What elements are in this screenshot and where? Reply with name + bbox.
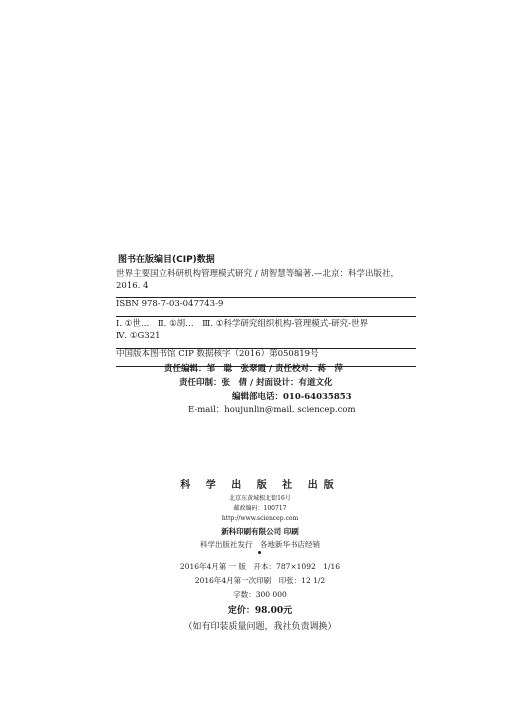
credits-email: E-mail：houjunlin@mail. sciencep.com [188, 405, 356, 415]
cip-entry: 世界主要国立科研机构管理模式研究 / 胡智慧等编著.—北京：科学出版社，2016. 4 [116, 269, 399, 291]
publisher-name: 科 学 出 版 社 出版 [180, 480, 340, 491]
cip-block [116, 268, 416, 360]
cip-divider-1 [116, 297, 416, 298]
price: 定价：98.00元 [227, 606, 293, 616]
printer: 新科印刷有限公司 印刷 [221, 527, 299, 536]
cip-classification-2: Ⅳ. ①G321 [116, 331, 161, 341]
publisher-address: 北京东黄城根北街16号 [229, 495, 291, 502]
credits-editors: 责任编辑：邹 聪 张翠霞 / 责任校对：蒋 萍 [164, 364, 344, 374]
credits-phone: 编辑部电话：010-64035853 [232, 392, 352, 402]
print-line: 2016年4月第一次印刷 印张：12 1/2 [194, 576, 326, 585]
cip-classification-1: Ⅰ. ①世… Ⅱ. ①胡… Ⅲ. ①科学研究组织机构-管理模式-研究-世界 [116, 319, 369, 329]
publisher-postcode: 邮政编码：100717 [233, 505, 287, 512]
distributor: 科学出版社发行 各地新华书店经销 [200, 540, 320, 549]
credits-print-design: 责任印制：张 倩 / 封面设计：有道文化 [179, 378, 333, 388]
edition-line: 2016年4月第 一 版 开本：787×1092 1/16 [179, 562, 341, 571]
publisher-website: http://www.sciencep.com [221, 515, 299, 522]
cip-number: 中国版本图书馆 CIP 数据核字（2016）第050819号 [116, 349, 319, 359]
cip-divider-2 [116, 316, 416, 317]
separator-dot [258, 551, 261, 554]
word-count: 字数：300 000 [233, 590, 287, 599]
quality-notice: （如有印装质量问题，我社负责调换） [183, 622, 337, 632]
cip-isbn: ISBN 978-7-03-047743-9 [116, 299, 224, 309]
cip-divider-3 [116, 348, 416, 349]
cip-heading: 图书在版编目(CIP)数据 [118, 255, 215, 265]
